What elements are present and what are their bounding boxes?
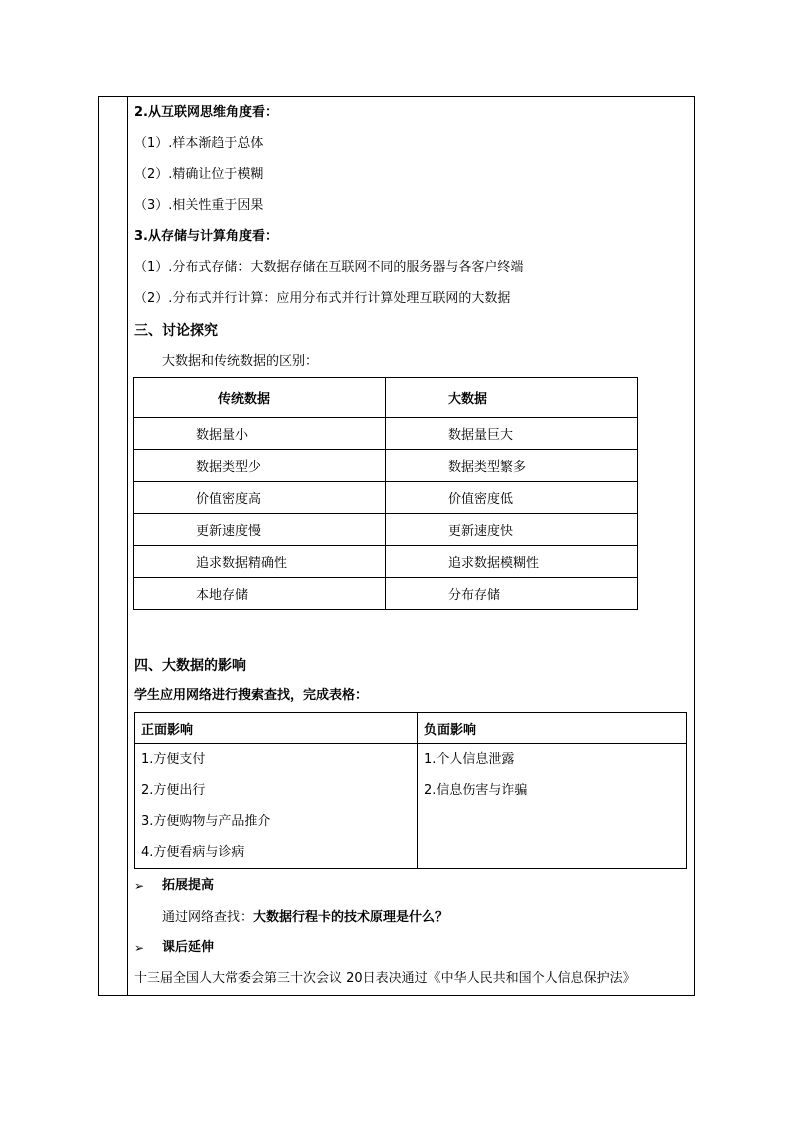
sec2-item-3: （3）.相关性重于因果 [134,198,264,213]
frame-left-column [127,97,128,995]
table-row [134,418,638,450]
cell-bigdata: 数据类型繁多 [386,450,638,482]
table-row [134,482,638,514]
bullet-arrow-icon: ➢ [134,941,145,955]
extend-title: 拓展提高 [162,878,215,893]
sec3-item-2: （2）.分布式并行计算：应用分布式并行计算处理互联网的大数据 [134,291,511,306]
after-title: 课后延伸 [162,940,215,955]
cell-traditional: 本地存储 [134,578,386,610]
table-header-row [134,378,638,418]
after-text: 十三届全国人大常委会第三十次会议 20日表决通过《中华人民共和国个人信息保护法》 [134,971,636,986]
extend-question-text: 大数据行程卡的技术原理是什么？ [253,910,449,925]
list-item: 2.方便出行 [141,783,206,798]
extend-question-prefix: 通过网络查找： [162,910,254,925]
list-item: 2.信息伤害与诈骗 [424,783,528,798]
header-traditional: 传统数据 [134,378,386,418]
impact-task: 学生应用网络进行搜索查找，完成表格： [134,688,369,703]
list-item: 1.方便支付 [141,752,206,767]
table-row [134,578,638,610]
table-row [134,514,638,546]
sec2-item-1: （1）.样本渐趋于总体 [134,136,264,151]
discuss-title: 三、讨论探究 [134,323,218,339]
comparison-table [133,377,638,610]
cell-traditional: 追求数据精确性 [134,546,386,578]
list-item: 3.方便购物与产品推介 [141,814,271,829]
table-row [134,450,638,482]
extend-question [162,909,448,927]
positive-cell [135,744,418,869]
cell-bigdata: 价值密度低 [386,482,638,514]
header-negative: 负面影响 [418,713,687,744]
cell-bigdata: 分布存储 [386,578,638,610]
cell-traditional: 价值密度高 [134,482,386,514]
impact-table [134,712,687,869]
cell-traditional: 数据量小 [134,418,386,450]
sec3-item-1: （1）.分布式存储：大数据存储在互联网不同的服务器与各客户终端 [134,260,524,275]
table-row [134,546,638,578]
list-item: 4.方便看病与诊病 [141,845,245,860]
header-bigdata: 大数据 [386,378,638,418]
cell-traditional: 更新速度慢 [134,514,386,546]
sec3-heading: 3.从存储与计算角度看： [134,229,278,244]
impact-title: 四、大数据的影响 [134,658,246,674]
sec2-item-2: （2）.精确让位于模糊 [134,167,264,182]
impact-body-row [135,744,687,869]
cell-bigdata: 更新速度快 [386,514,638,546]
cell-traditional: 数据类型少 [134,450,386,482]
sec2-heading: 2.从互联网思维角度看： [134,105,278,120]
impact-header-row [135,713,687,744]
discuss-intro: 大数据和传统数据的区别： [162,354,319,369]
header-positive: 正面影响 [135,713,418,744]
cell-bigdata: 追求数据模糊性 [386,546,638,578]
list-item: 1.个人信息泄露 [424,752,515,767]
bullet-arrow-icon: ➢ [134,879,145,893]
negative-cell [418,744,687,869]
cell-bigdata: 数据量巨大 [386,418,638,450]
